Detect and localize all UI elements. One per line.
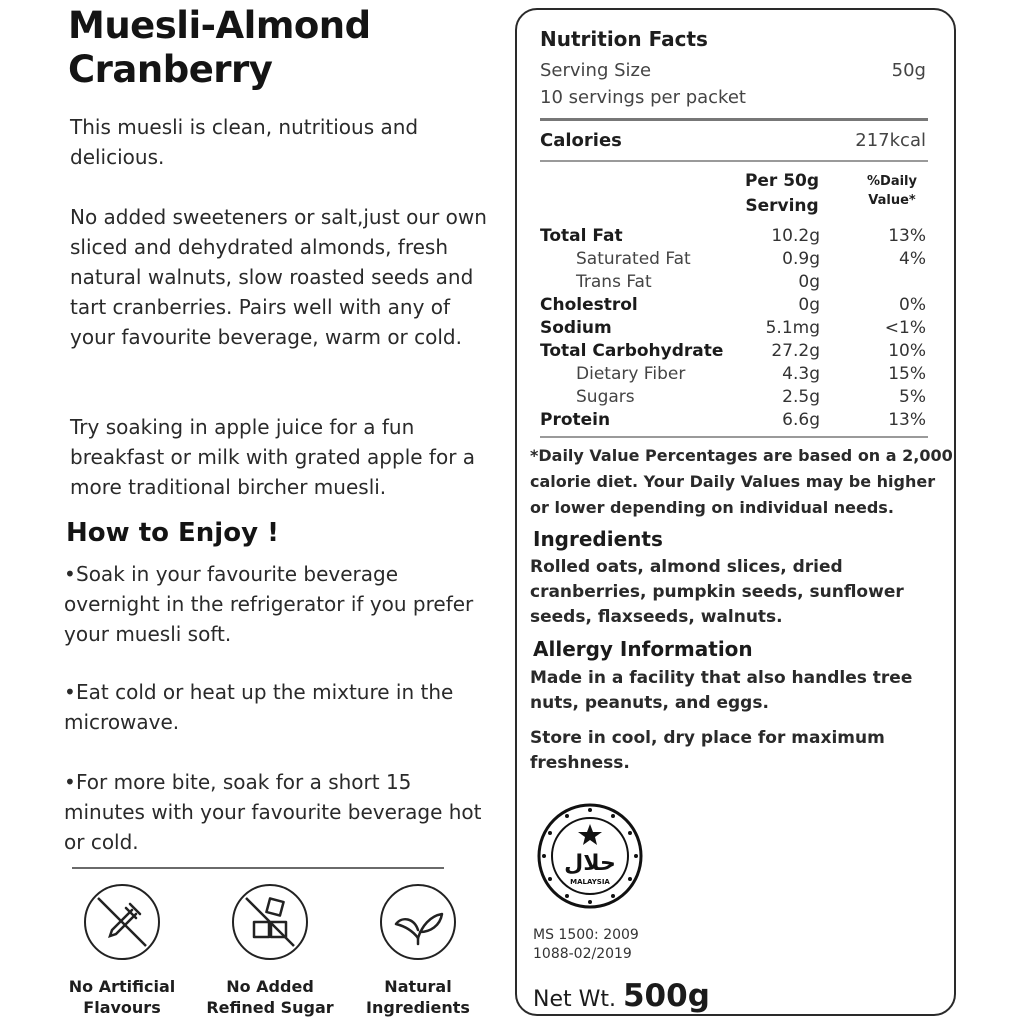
enjoy-bullet-item — [64, 767, 494, 857]
badge-label: No Added Refined Sugar — [206, 977, 334, 1017]
nutrition-rule — [540, 160, 928, 162]
badge-no-added-refined-sugar — [205, 884, 335, 1018]
sugar-cubes-crossed-icon — [232, 884, 308, 960]
badge-label: No Artificial Flavours — [68, 977, 176, 1017]
bullet-icon: • — [64, 770, 76, 794]
how-to-enjoy-heading: How to Enjoy ! — [66, 518, 279, 548]
product-title: Muesli-Almond Cranberry — [68, 4, 371, 91]
nutrient-amount: 10.2g — [771, 226, 820, 246]
daily-value-footnote: *Daily Value Percentages are based on a 2,000 calorie diet. Your Daily Values may be higher or lower depending on individual needs. — [530, 446, 953, 517]
amount-header-line: Serving — [745, 196, 819, 216]
section-divider — [72, 867, 444, 869]
nutrient-amount: 0g — [798, 295, 820, 315]
dv-header-line: %Daily — [867, 174, 917, 189]
nutrient-name: Saturated Fat — [576, 249, 691, 269]
serving-size-label: Serving Size — [540, 60, 652, 81]
nutrient-row — [540, 225, 928, 247]
nutrient-name: Total Carbohydrate — [540, 341, 724, 361]
nutrient-row — [540, 386, 928, 408]
allergy-heading: Allergy Information — [533, 637, 753, 661]
nutrition-facts-title: Nutrition Facts — [540, 27, 708, 51]
enjoy-bullet-text: For more bite, soak for a short 15 minutes with your favourite beverage hot or cold. — [64, 770, 482, 854]
nutrient-daily-value: 0% — [899, 295, 926, 315]
halal-seal-icon — [536, 802, 644, 910]
halal-logo-subtext: MALAYSIA — [570, 878, 610, 886]
nutrient-name: Trans Fat — [576, 272, 652, 292]
halal-logo-text: حلال — [564, 851, 616, 876]
ingredients-heading: Ingredients — [533, 527, 663, 551]
nutrient-amount: 27.2g — [771, 341, 820, 361]
nutrient-name: Sodium — [540, 318, 612, 338]
product-description: No added sweeteners or salt,just our own sliced and dehydrated almonds, fresh natural walnuts, slow roasted seeds and tart cranberries. Pairs well with any of your favourite beverage, warm or cold. — [70, 205, 487, 349]
net-weight-value: 500g — [622, 978, 710, 1014]
nutrient-daily-value: 5% — [899, 387, 926, 407]
nutrient-amount: 0.9g — [782, 249, 820, 269]
nutrient-daily-value: 10% — [888, 341, 926, 361]
nutrient-daily-value: 15% — [888, 364, 926, 384]
nutrient-name: Cholestrol — [540, 295, 638, 315]
daily-value-column-header — [852, 172, 932, 210]
badge-label: Natural Ingredients — [366, 977, 470, 1017]
calories-value: 217kcal — [855, 130, 926, 151]
nutrient-name: Protein — [540, 410, 611, 430]
nutrient-daily-value: 13% — [888, 226, 926, 246]
nutrient-daily-value: 4% — [899, 249, 926, 269]
nutrient-row — [540, 409, 928, 431]
nutrient-daily-value: 13% — [888, 410, 926, 430]
badge-no-artificial-flavours — [57, 884, 187, 1018]
nutrient-name: Total Fat — [540, 226, 623, 246]
nutrient-row — [540, 294, 928, 316]
nutrient-row — [540, 248, 928, 270]
enjoy-bullet-item — [64, 677, 494, 737]
nutrient-amount: 5.1mg — [765, 318, 820, 338]
nutrient-amount: 2.5g — [782, 387, 820, 407]
halal-standard: MS 1500: 2009 — [533, 927, 639, 943]
dv-header-line: Value* — [868, 193, 916, 208]
dropper-crossed-icon — [84, 884, 160, 960]
amount-column-header — [736, 170, 828, 217]
serving-size-value: 50g — [891, 60, 926, 81]
storage-instructions: Store in cool, dry place for maximum freshness. — [530, 728, 885, 773]
enjoy-bullet-text: Eat cold or heat up the mixture in the microwave. — [64, 680, 454, 734]
bullet-icon: • — [64, 562, 76, 586]
nutrient-row — [540, 317, 928, 339]
badge-natural-ingredients — [353, 884, 483, 1018]
nutrient-row — [540, 340, 928, 362]
net-weight — [533, 978, 710, 1018]
enjoy-bullet-text: Soak in your favourite beverage overnight in the refrigerator if you prefer your muesli soft. — [64, 562, 474, 646]
product-intro: This muesli is clean, nutritious and delicious. — [70, 115, 419, 169]
calories-label: Calories — [540, 130, 622, 151]
nutrient-daily-value: <1% — [884, 318, 926, 338]
bullet-icon: • — [64, 680, 76, 704]
nutrient-name: Dietary Fiber — [576, 364, 686, 384]
product-serving-tip: Try soaking in apple juice for a fun breakfast or milk with grated apple for a more traditional bircher muesli. — [70, 415, 476, 499]
nutrient-amount: 0g — [798, 272, 820, 292]
nutrient-row — [540, 363, 928, 385]
nutrition-rule — [540, 436, 928, 438]
halal-cert-number: 1088-02/2019 — [533, 946, 632, 962]
nutrient-row — [540, 271, 928, 293]
halal-certification-logo — [536, 802, 644, 910]
nutrient-name: Sugars — [576, 387, 635, 407]
nutrient-amount: 4.3g — [782, 364, 820, 384]
servings-per-packet: 10 servings per packet — [540, 87, 746, 108]
amount-header-line: Per 50g — [744, 171, 820, 191]
net-weight-label: Net Wt. — [533, 987, 616, 1012]
nutrition-rule — [540, 118, 928, 121]
leaf-icon — [380, 884, 456, 960]
enjoy-bullet-item — [64, 559, 494, 649]
ingredients-text: Rolled oats, almond slices, dried cranberries, pumpkin seeds, sunflower seeds, flaxseeds, walnuts. — [530, 557, 904, 627]
allergy-text: Made in a facility that also handles tree nuts, peanuts, and eggs. — [530, 668, 913, 713]
nutrient-amount: 6.6g — [782, 410, 820, 430]
